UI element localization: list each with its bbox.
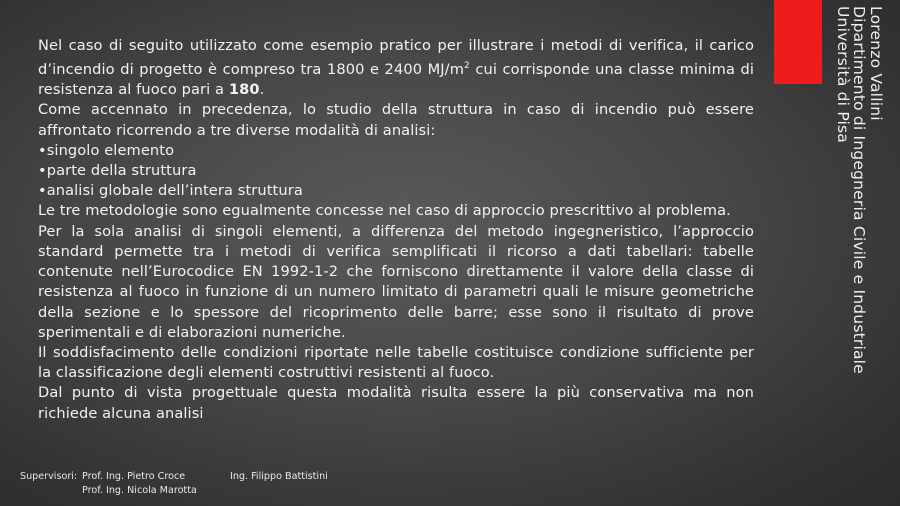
department-name: Dipartimento di Ingegneria Civile e Industriale bbox=[850, 6, 869, 374]
paragraph-conservative: Dal punto di vista progettuale questa modalità risulta essere la più conservativa ma non richiede alcuna analisi bbox=[38, 384, 754, 422]
paragraph-conditions: Il soddisfacimento delle condizioni riportate nelle tabelle costituisce condizione sufficiente per la classificazione degli elementi costruttivi resistenti al fuoco. bbox=[38, 343, 754, 382]
supervisor-name: Prof. Ing. Nicola Marotta bbox=[82, 485, 197, 496]
bullet-item: •singolo elemento bbox=[38, 141, 175, 159]
supervisors-footer bbox=[20, 470, 328, 498]
supervisor-name: Ing. Filippo Battistini bbox=[230, 471, 328, 482]
bullet-item: •parte della struttura bbox=[38, 162, 197, 180]
paragraph-analysis-modes: Come accennato in precedenza, lo studio della struttura in caso di incendio può essere affrontato ricorrendo a tre diverse modalità di analisi: bbox=[38, 101, 754, 139]
paragraph-fire-load-end: . bbox=[259, 81, 265, 99]
supervisor-name: Prof. Ing. Pietro Croce bbox=[82, 471, 186, 482]
accent-bar bbox=[774, 0, 822, 84]
fire-resistance-class: 180 bbox=[228, 81, 260, 99]
paragraph-fire-load-start: Nel caso di seguito utilizzato come esempio pratico per illustrare i metodi di verifica, il carico d’incendio di progetto è compreso tra 1800 e 2400 MJ/m bbox=[38, 37, 754, 79]
paragraph-fire-load-mid: cui corrisponde una classe minima di resistenza al fuoco pari a bbox=[38, 61, 754, 99]
supervisors-row-2 bbox=[20, 484, 328, 498]
paragraph-fire-load bbox=[38, 36, 754, 100]
side-header-text bbox=[834, 6, 884, 386]
paragraph-tabular-data: Per la sola analisi di singoli elementi, a differenza del metodo ingegneristico, l’approccio standard permette tra i metodi di verifica semplificati il ricorso a dati tabellari: tabelle contenute nell’Eurocodice EN 1992-1-2 che forniscono direttamente il valore della classe di resistenza al fuoco in funzione di un numero limitato di parametri quali le misure geometriche della sezione e lo spessore del ricoprimento delle barre; esse sono il risultato di prove sperimentali e di elaborazioni numeriche. bbox=[38, 222, 754, 341]
bullet-item: •analisi globale dell’intera struttura bbox=[38, 182, 303, 200]
author-name: Lorenzo Vallini bbox=[867, 6, 885, 121]
supervisors-label: Supervisori: bbox=[20, 471, 78, 482]
body-text bbox=[38, 36, 754, 424]
supervisors-row-1 bbox=[20, 470, 328, 484]
paragraph-methodologies: Le tre metodologie sono egualmente concesse nel caso di approccio prescrittivo al problema. bbox=[38, 202, 731, 220]
unit-exponent: 2 bbox=[464, 61, 470, 72]
side-header bbox=[834, 6, 884, 386]
university-name: Università di Pisa bbox=[834, 6, 852, 143]
